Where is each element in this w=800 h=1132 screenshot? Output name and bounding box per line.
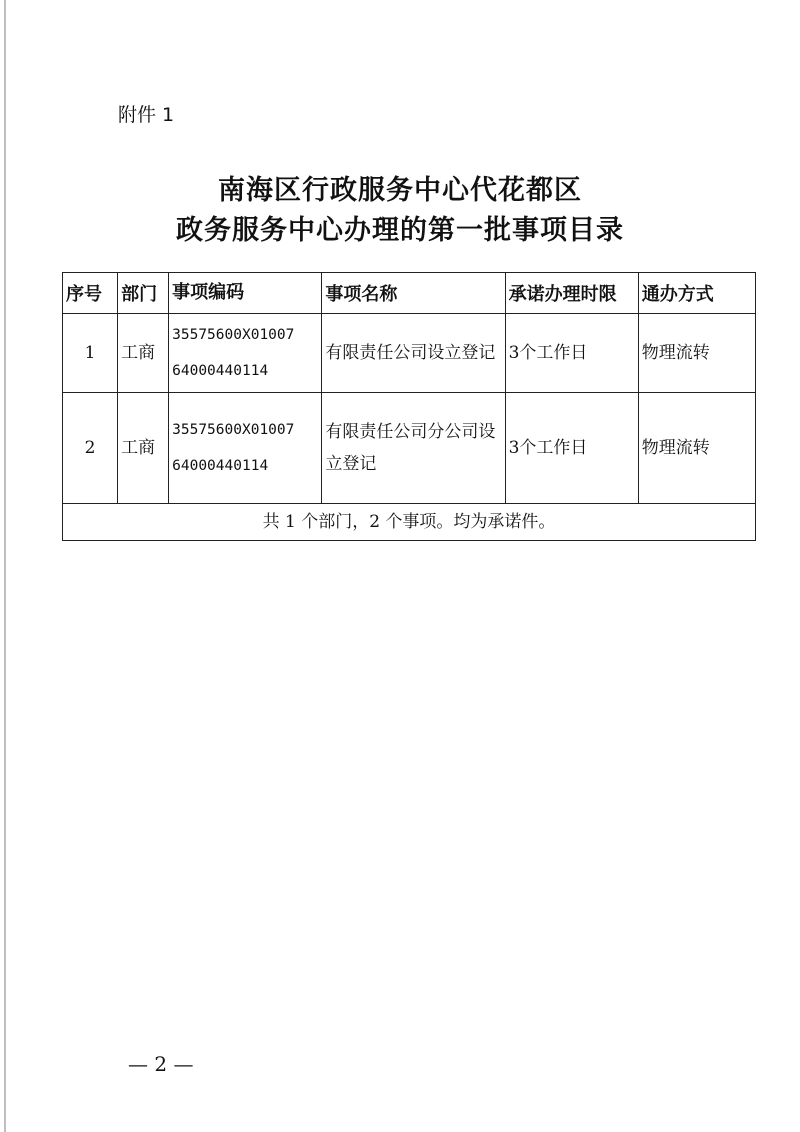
header-code: 事项编码 bbox=[169, 273, 322, 314]
row-seq: 2 bbox=[63, 393, 118, 504]
document-title-line1: 南海区行政服务中心代花都区 bbox=[218, 175, 582, 206]
row-dept: 工商 bbox=[118, 314, 169, 393]
table-row bbox=[63, 314, 756, 393]
header-dept: 部门 bbox=[118, 273, 169, 314]
row-code-line2: 64000440114 bbox=[172, 363, 269, 379]
row-name: 有限责任公司分公司设立登记 bbox=[322, 393, 505, 504]
row-code bbox=[169, 314, 322, 393]
row-code bbox=[169, 393, 322, 504]
table-summary: 共 1 个部门，2 个事项。均为承诺件。 bbox=[63, 504, 756, 541]
row-time: 3个工作日 bbox=[505, 314, 638, 393]
row-dept: 工商 bbox=[118, 393, 169, 504]
row-code-line2: 64000440114 bbox=[172, 458, 269, 474]
attachment-label: 附件 1 bbox=[118, 104, 175, 126]
row-name: 有限责任公司设立登记 bbox=[322, 314, 505, 393]
header-seq: 序号 bbox=[63, 273, 118, 314]
row-code-line1: 35575600X01007 bbox=[172, 327, 295, 343]
row-seq: 1 bbox=[63, 314, 118, 393]
items-table bbox=[62, 272, 756, 541]
row-code-line1: 35575600X01007 bbox=[172, 422, 295, 438]
row-mode: 物理流转 bbox=[638, 393, 755, 504]
row-time: 3个工作日 bbox=[505, 393, 638, 504]
document-title-line2: 政务服务中心办理的第一批事项目录 bbox=[176, 215, 624, 246]
table-summary-row bbox=[63, 504, 756, 541]
table-row bbox=[63, 393, 756, 504]
header-time: 承诺办理时限 bbox=[505, 273, 638, 314]
row-mode: 物理流转 bbox=[638, 314, 755, 393]
table-header-row bbox=[63, 273, 756, 314]
page-number: — 2 — bbox=[128, 1052, 194, 1076]
header-name: 事项名称 bbox=[322, 273, 505, 314]
header-mode: 通办方式 bbox=[638, 273, 755, 314]
